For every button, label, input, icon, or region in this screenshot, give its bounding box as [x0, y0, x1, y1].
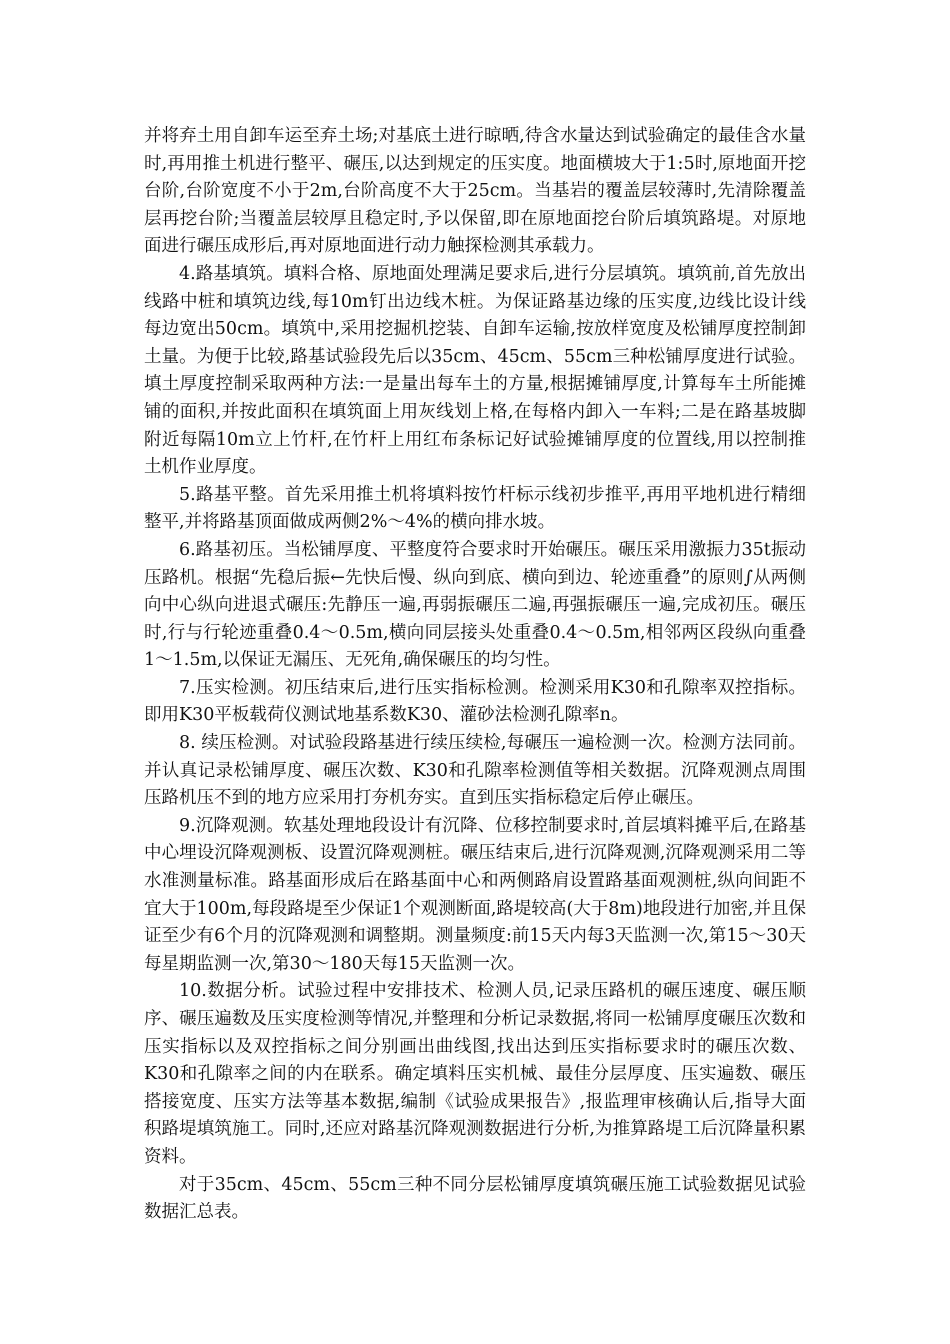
paragraph-6-initial-compaction: 6.路基初压。当松铺厚度、平整度符合要求时开始碾压。碾压采用激振力35t振动压路机。根据“先稳后振←先快后慢、纵向到底、横向到边、轮迹重叠”的原则∫从两侧向中心纵向进退式碾压:先静压一遍,再弱振碾压二遍,再强振碾压一遍,完成初压。碾压时,行与行轮迹重叠0.4～0.5m,横向同层接头处重叠0.4～0.5m,相邻两区段纵向重叠1～1.5m,以保证无漏压、无死角,确保碾压的均匀性。 [144, 539, 806, 671]
paragraph-10-data-analysis: 10.数据分析。试验过程中安排技术、检测人员,记录压路机的碾压速度、碾压顺序、碾压遍数及压实度检测等情况,并整理和分析记录数据,将同一松铺厚度碾压次数和压实指标以及双控指标之间分别画出曲线图,找出达到压实指标要求时的碾压次数、K30和孔隙率之间的内在联系。确定填料压实机械、最佳分层厚度、压实遍数、碾压搭接宽度、压实方法等基本数据,编制《试验成果报告》,报监理审核确认后,指导大面积路堤填筑施工。同时,还应对路基沉降观测数据进行分析,为推算路堤工后沉降量积累资料。 [144, 981, 806, 1167]
paragraph-4-subgrade-filling: 4.路基填筑。填料合格、原地面处理满足要求后,进行分层填筑。填筑前,首先放出线路中桩和填筑边线,每10m钉出边线木桩。为保证路基边缘的压实度,边线比设计线每边宽出50cm。填筑中,采用挖掘机挖装、自卸车运输,按放样宽度及松铺厚度控制卸土量。为便于比较,路基试验段先后以35cm、45cm、55cm三种松铺厚度进行试验。填土厚度控制采取两种方法:一是量出每车土的方量,根据摊铺厚度,计算每车土所能摊铺的面积,并按此面积在填筑面上用灰线划上格,在每格内卸入一车料;二是在路基坡脚附近每隔10m立上竹杆,在竹杆上用红布条标记好试验摊铺厚度的位置线,用以控制推土机作业厚度。 [144, 263, 806, 478]
paragraph-continuation: 并将弃土用自卸车运至弃土场;对基底土进行晾晒,待含水量达到试验确定的最佳含水量时,再用推土机进行整平、碾压,以达到规定的压实度。地面横坡大于1:5时,原地面开挖台阶,台阶宽度不小于2m,台阶高度不大于25cm。当基岩的覆盖层较薄时,先清除覆盖层再挖台阶;当覆盖层较厚且稳定时,予以保留,即在原地面挖台阶后填筑路堤。对原地面进行碾压成形后,再对原地面进行动力触探检测其承载力。 [144, 126, 806, 257]
paragraph-8-continued-compaction: 8. 续压检测。对试验段路基进行续压续检,每碾压一遍检测一次。检测方法同前。并认真记录松铺厚度、碾压次数、K30和孔隙率检测值等相关数据。沉降观测点周围压路机压不到的地方应采用打夯机夯实。直到压实指标稳定后停止碾压。 [144, 733, 806, 809]
paragraph-summary-reference: 对于35cm、45cm、55cm三种不同分层松铺厚度填筑碾压施工试验数据见试验数据汇总表。 [144, 1174, 806, 1223]
paragraph-9-settlement-observation: 9.沉降观测。软基处理地段设计有沉降、位移控制要求时,首层填料摊平后,在路基中心埋设沉降观测板、设置沉降观测桩。碾压结束后,进行沉降观测,沉降观测采用二等水准测量标准。路基面形成后在路基面中心和两侧路肩设置路基面观测桩,纵向间距不宜大于100m,每段路堤至少保证1个观测断面,路堤较高(大于8m)地段进行加密,并且保证至少有6个月的沉降观测和调整期。测量频度:前15天内每3天监测一次,第15～30天每星期监测一次,第30～180天每15天监测一次。 [144, 815, 806, 974]
paragraph-5-subgrade-leveling: 5.路基平整。首先采用推土机将填料按竹杆标示线初步推平,再用平地机进行精细整平,并将路基顶面做成两侧2%～4%的横向排水坡。 [144, 484, 806, 533]
paragraph-7-compaction-testing: 7.压实检测。初压结束后,进行压实指标检测。检测采用K30和孔隙率双控指标。即用K30平板载荷仪测试地基系数K30、灌砂法检测孔隙率n。 [144, 677, 806, 726]
body-text [144, 123, 806, 1227]
